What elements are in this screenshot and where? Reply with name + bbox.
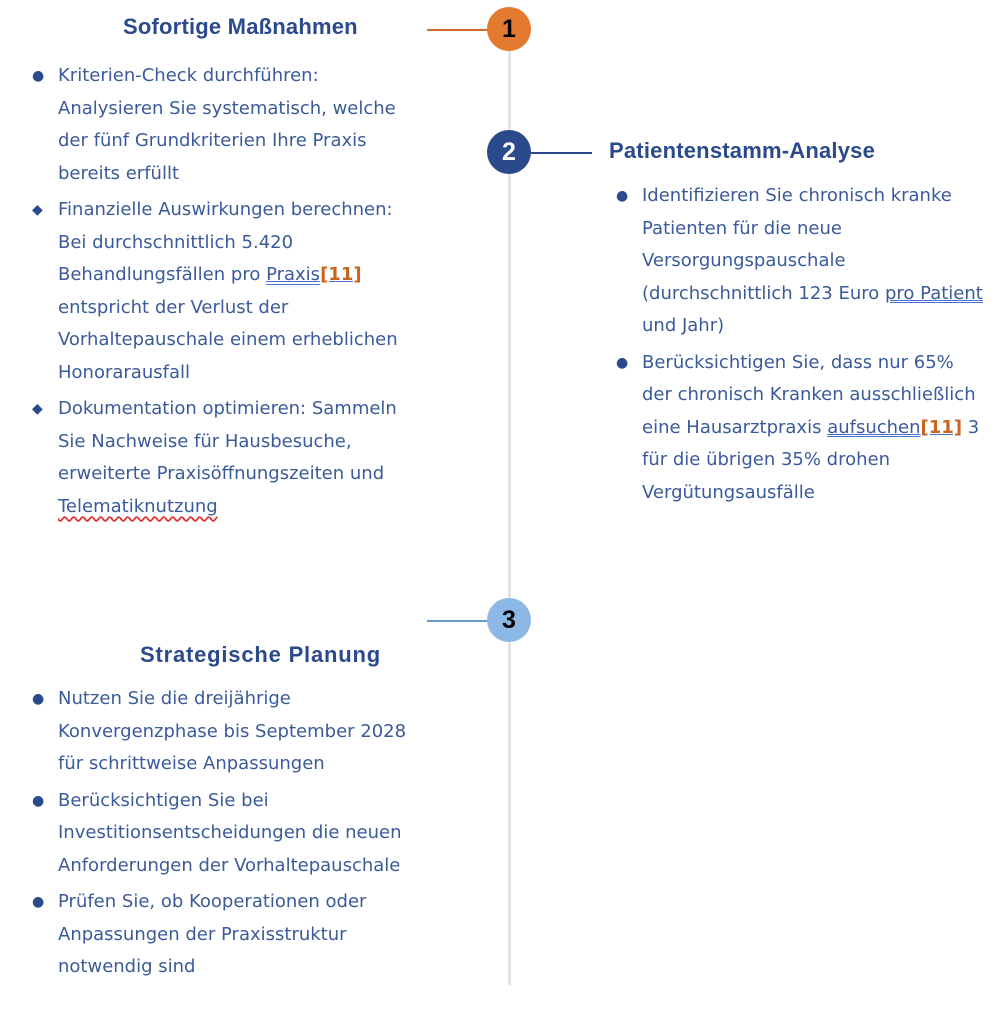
item-text: Berücksichtigen Sie, dass nur 65% der chronisch Kranken ausschließlich eine Hausarztpraxis (642, 351, 976, 438)
citation-link[interactable]: [11] (920, 416, 963, 438)
item-text: Dokumentation optimieren: Sammeln Sie Nachweise für Hausbesuche, erweiterte Praxisöffnungszeiten und (58, 398, 397, 484)
list-item (30, 194, 420, 389)
section-1-list (30, 60, 420, 527)
section-3-list (30, 683, 420, 988)
misspelled-word[interactable]: Telematiknutzung (58, 495, 218, 517)
list-item (30, 393, 420, 523)
item-text: 3 für die übrigen 35% drohen Vergütungsausfälle (642, 416, 980, 503)
bullet-icon: ● (616, 188, 629, 204)
bullet-icon: ◆ (32, 401, 43, 417)
list-item (30, 785, 420, 883)
step-marker-3: 3 (487, 598, 531, 642)
connector-line-1 (427, 29, 489, 31)
item-text: Kriterien-Check durchführen: Analysieren Sie systematisch, welche der fünf Grundkriterien Ihre Praxis bereits erfüllt (58, 65, 396, 184)
section-heading-sofortige-massnahmen: Sofortige Maßnahmen (123, 14, 358, 39)
list-item (30, 683, 420, 781)
list-item (30, 886, 420, 984)
item-text: Finanzielle Auswirkungen berechnen: Bei durchschnittlich 5.420 Behandlungsfällen pro (58, 199, 393, 285)
bullet-icon: ● (32, 68, 45, 84)
item-text: und Jahr) (642, 315, 725, 336)
citation-link[interactable]: [11] (320, 264, 362, 285)
section-heading-patientenstamm-analyse: Patientenstamm-Analyse (609, 138, 876, 163)
bullet-icon: ◆ (32, 202, 43, 218)
step-marker-2: 2 (487, 130, 531, 174)
item-text: Berücksichtigen Sie bei Investitionsentscheidungen die neuen Anforderungen der Vorhaltepauschale (58, 789, 402, 876)
connector-line-2 (530, 152, 592, 154)
item-text: entspricht der Verlust der Vorhaltepauschale einem erheblichen Honorarausfall (58, 296, 398, 383)
bullet-icon: ● (32, 894, 45, 910)
section-heading-strategische-planung: Strategische Planung (140, 642, 381, 667)
item-text: Nutzen Sie die dreijährige Konvergenzphase bis September 2028 für schrittweise Anpassungen (58, 688, 407, 774)
connector-line-3 (427, 620, 489, 622)
bullet-icon: ● (32, 691, 45, 707)
link-aufsuchen[interactable]: aufsuchen (827, 416, 921, 438)
list-item (614, 347, 989, 510)
link-pro-patient[interactable]: pro Patient (885, 282, 983, 304)
bullet-icon: ● (32, 792, 45, 809)
link-praxis[interactable]: Praxis (266, 264, 321, 285)
item-text: Prüfen Sie, ob Kooperationen oder Anpassungen der Praxisstruktur notwendig sind (58, 891, 367, 977)
list-item (30, 60, 420, 190)
bullet-icon: ● (616, 354, 629, 371)
step-marker-1: 1 (487, 7, 531, 51)
section-2-list (614, 180, 989, 513)
item-text: Identifizieren Sie chronisch kranke Patienten für die neue Versorgungspauschale (durchschnittlich 123 Euro (642, 185, 952, 304)
list-item (614, 180, 989, 343)
